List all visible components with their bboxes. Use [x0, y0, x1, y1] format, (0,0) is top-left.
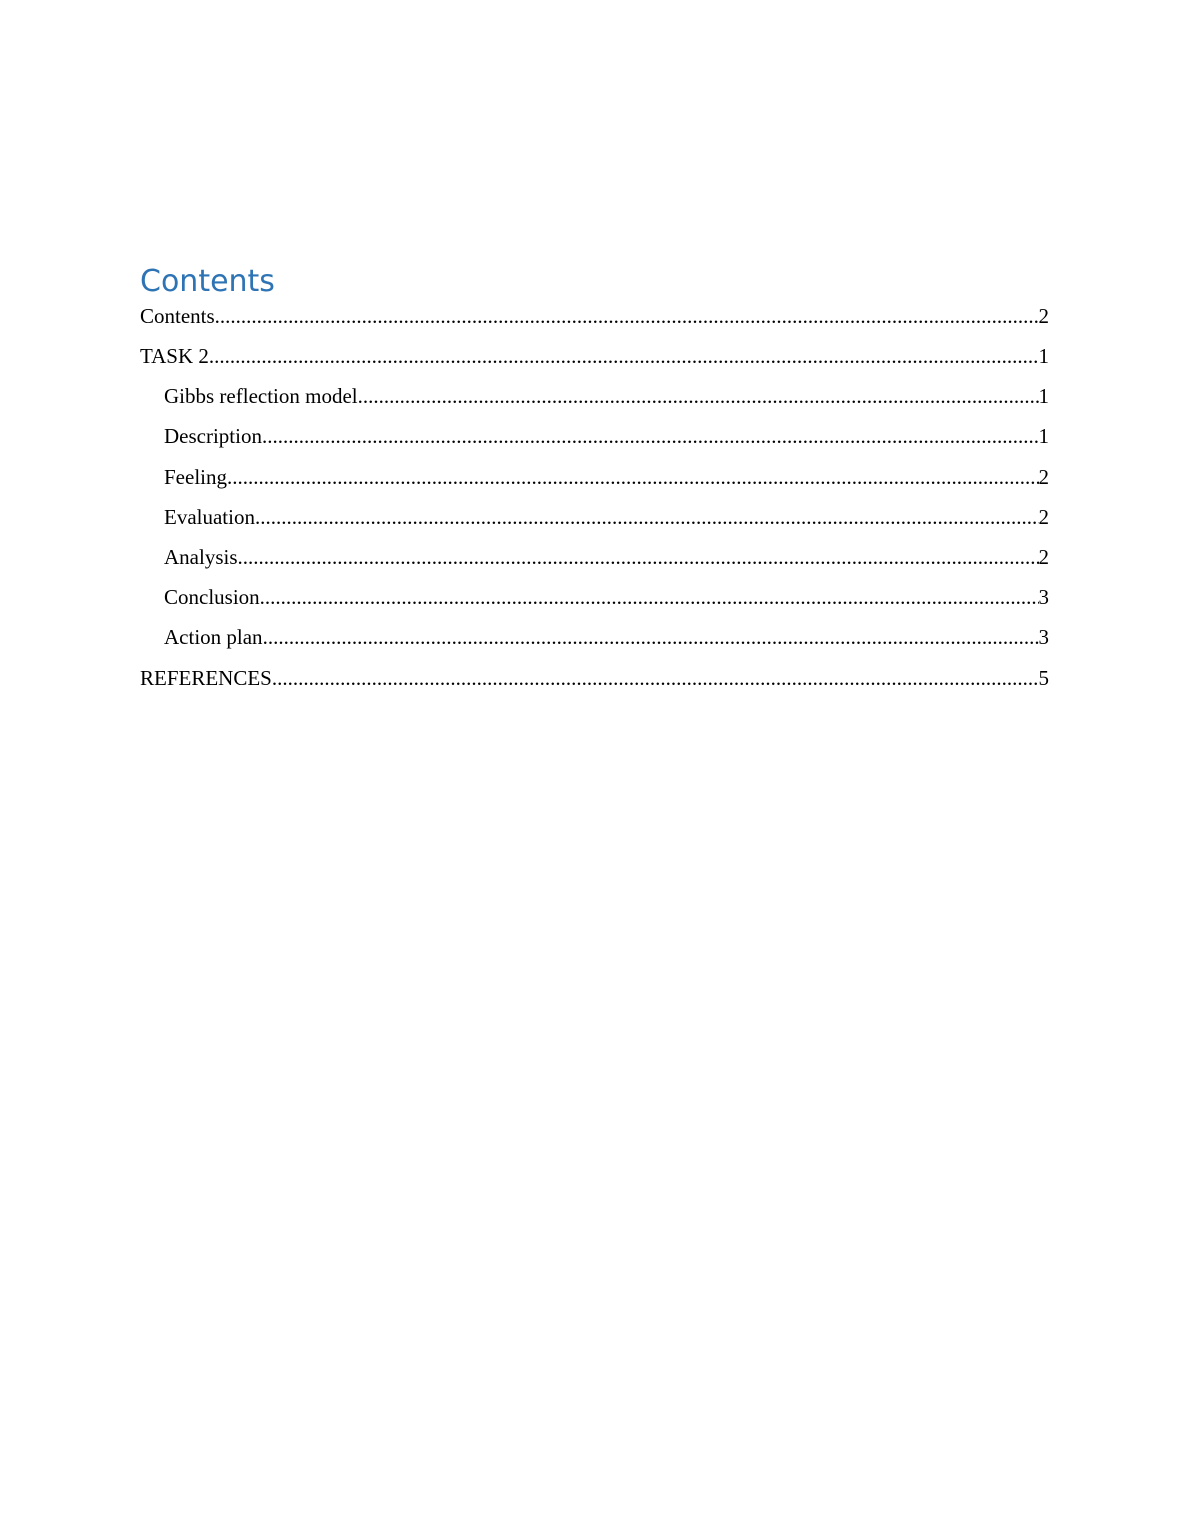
- toc-dot-leader: [255, 503, 1039, 531]
- toc-entry-text: Contents: [140, 304, 215, 328]
- toc-entry-task-2[interactable]: [140, 342, 1049, 382]
- toc-entry-analysis[interactable]: [140, 543, 1049, 583]
- toc-entry-gibbs-reflection-model[interactable]: [140, 382, 1049, 422]
- toc-dot-leader: [263, 623, 1039, 651]
- toc-page-number: 1: [1038, 344, 1049, 368]
- toc-entry-feeling[interactable]: [140, 463, 1049, 503]
- toc-dot-leader: [209, 342, 1039, 370]
- toc-heading: Contents: [140, 264, 275, 299]
- toc-entry-action-plan[interactable]: [140, 623, 1049, 663]
- table-of-contents: [140, 262, 1049, 704]
- toc-entry-text: Description: [164, 424, 262, 449]
- toc-entry-text: Feeling: [164, 464, 227, 489]
- toc-entry-text: REFERENCES: [140, 665, 272, 690]
- toc-list: [140, 302, 1049, 704]
- toc-entry-text: Evaluation: [164, 504, 255, 529]
- toc-page-number: 1: [1038, 384, 1049, 409]
- toc-dot-leader: [238, 543, 1039, 571]
- toc-page-number: 5: [1038, 665, 1049, 690]
- toc-page-number: 3: [1038, 585, 1049, 610]
- toc-dot-leader: [358, 382, 1039, 410]
- toc-entry-text: Action plan: [164, 625, 263, 650]
- toc-dot-leader: [260, 583, 1039, 611]
- toc-page-number: 2: [1038, 304, 1049, 328]
- toc-entry-contents[interactable]: [140, 302, 1049, 342]
- toc-dot-leader: [262, 422, 1039, 450]
- toc-page-number: 2: [1038, 544, 1049, 569]
- toc-dot-leader: [215, 302, 1039, 330]
- toc-page-number: 2: [1038, 464, 1049, 489]
- toc-page-number: 2: [1038, 504, 1049, 529]
- toc-entry-description[interactable]: [140, 422, 1049, 462]
- toc-entry-text: Analysis: [164, 544, 238, 569]
- toc-entry-evaluation[interactable]: [140, 503, 1049, 543]
- toc-entry-references[interactable]: [140, 664, 1049, 704]
- toc-dot-leader: [227, 463, 1039, 491]
- toc-page-number: 3: [1038, 625, 1049, 650]
- toc-entry-text: Gibbs reflection model: [164, 384, 358, 409]
- toc-page-number: 1: [1038, 424, 1049, 449]
- toc-entry-conclusion[interactable]: [140, 583, 1049, 623]
- toc-entry-text: TASK 2: [140, 344, 209, 368]
- toc-entry-text: Conclusion: [164, 585, 260, 610]
- toc-dot-leader: [272, 664, 1039, 692]
